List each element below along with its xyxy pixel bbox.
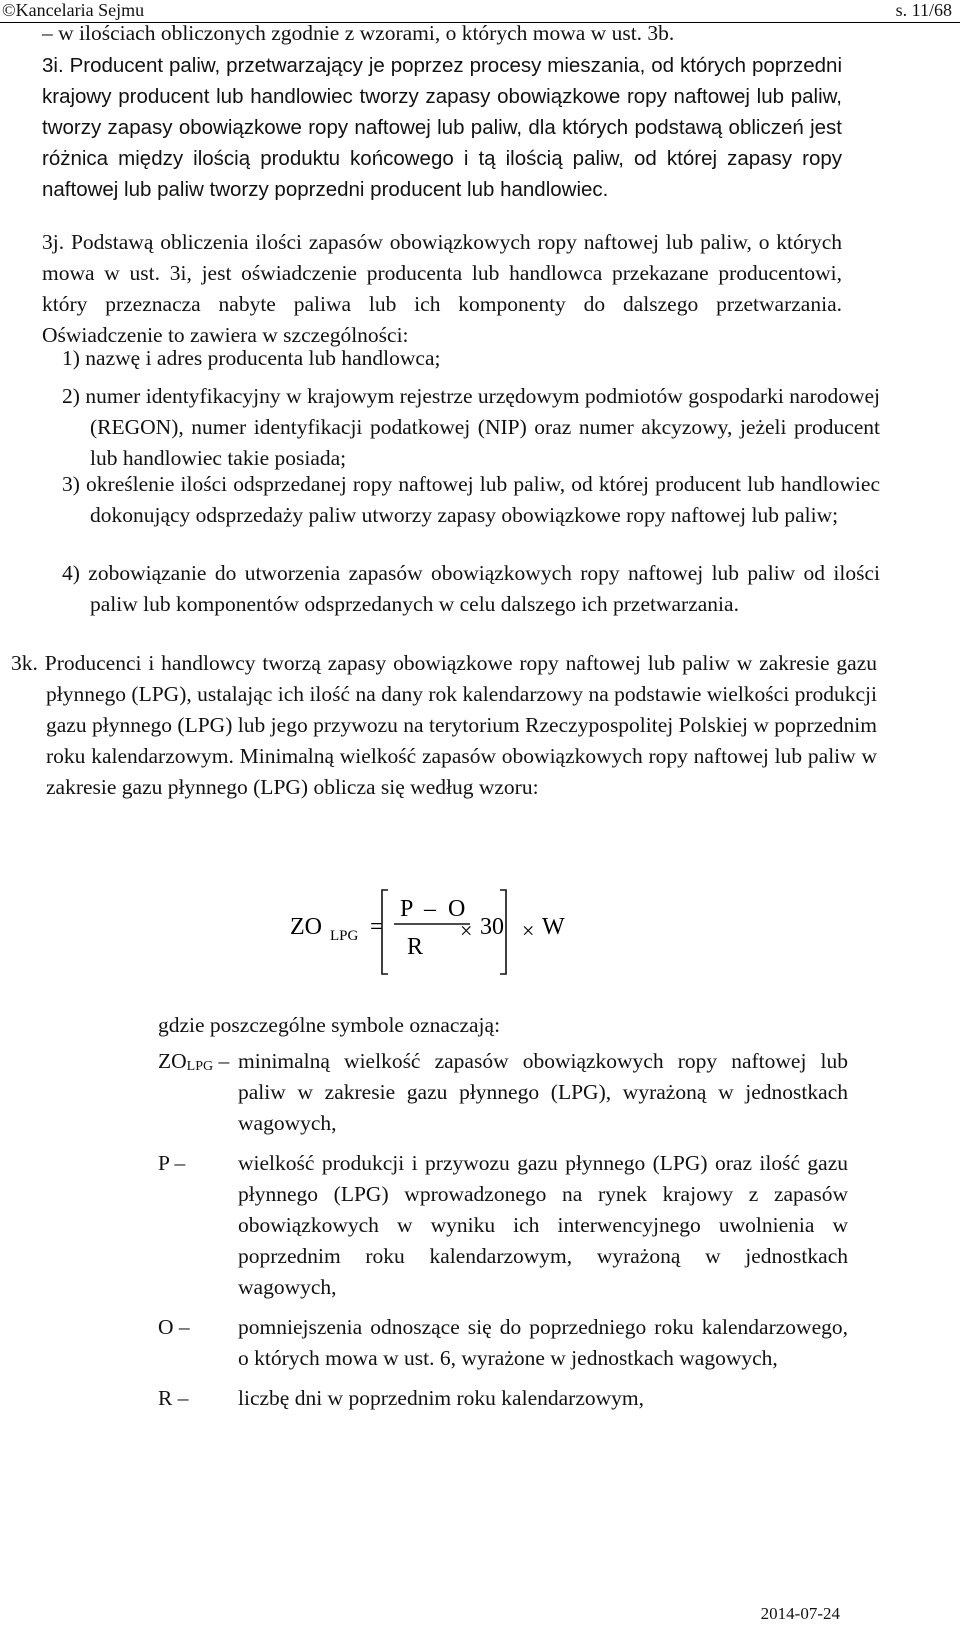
formula-graphic [290,888,710,978]
definition-row [158,1148,848,1303]
list-item: 2) numer identyfikacyjny w krajowym rejestrze urzędowym podmiotów gospodarki narodowej (REGON), numer identyfikacji podatkowej (NIP) oraz numer akcyzowy, jeżeli producent lub handlowiec takie posiada; [62,384,880,470]
def-text: liczbę dni w poprzednim roku kalendarzowym, [238,1386,644,1410]
list-item: 3) określenie ilości odsprzedanej ropy naftowej lub paliw, od której producent lub handlowiec dokonujący odsprzedaży paliw utworzy zapasy obowiązkowe ropy naftowej lub paliw; [62,472,880,527]
formula-times-1: × [460,918,473,943]
page-number: s. 11/68 [895,0,952,20]
def-symbol: R – [158,1386,189,1410]
formula-minus: – [424,896,436,922]
defs-intro: gdzie poszczególne symbole oznaczają: [158,1013,501,1037]
footer-date: 2014-07-24 [760,1604,840,1623]
definition-row [158,1046,848,1139]
def-symbol: O – [158,1315,190,1339]
line-top: – w ilościach obliczonych zgodnie z wzorami, o których mowa w ust. 3b. [42,21,675,45]
paragraph-3k: 3k. Producenci i handlowcy tworzą zapasy obowiązkowe ropy naftowej lub paliw w zakresie gazu płynnego (LPG), ustalając ich ilość na dany rok kalendarzowy na podstawie wielkości produkcji gazu płynnego (LPG) lub jego przywozu na terytorium Rzeczypospolitej Polskiej w poprzednim roku kalendarzowym. Minimalną wielkość zapasów obowiązkowych ropy naftowej lub paliw w zakresie gazu płynnego (LPG) oblicza się według wzoru: [11,651,877,799]
formula [290,888,710,978]
formula-times-2: × [522,918,535,943]
def-text: pomniejszenia odnoszące się do poprzedniego roku kalendarzowego, o których mowa w ust. 6, wyrażone w jednostkach wagowych, [238,1315,848,1370]
formula-equals: = [370,914,384,940]
def-symbol: P – [158,1151,186,1175]
def-symbol: $ZO_{LPG}$ – [158,1049,230,1074]
formula-num-p: P [400,896,414,922]
list-item: 4) zobowiązanie do utworzenia zapasów obowiązkowych ropy naftowej lub paliw od ilości paliw lub komponentów odsprzedanych w celu dalszego ich przetwarzania. [62,561,880,616]
definition-row [158,1383,848,1414]
def-text: minimalną wielkość zapasów obowiązkowych ropy naftowej lub paliw w zakresie gazu płynnego (LPG), wyrażoną w jednostkach wagowych, [238,1049,848,1135]
paragraph-3i: 3i. Producent paliw, przetwarzający je poprzez procesy mieszania, od których poprzedni krajowy producent lub handlowiec tworzy zapasy obowiązkowe ropy naftowej lub paliw, tworzy zapasy obowiązkowe ropy naftowej lub paliw, dla których podstawą obliczeń jest różnica między ilością produktu końcowego i tą ilością paliw, od której zapasy ropy naftowej lub paliw tworzy poprzedni producent lub handlowiec. [42,54,842,201]
definition-row [158,1312,848,1374]
definitions-list [158,1046,848,1423]
formula-const: 30 [480,914,504,940]
paragraph-3j: 3j. Podstawą obliczenia ilości zapasów obowiązkowych ropy naftowej lub paliw, o których mowa w ust. 3i, jest oświadczenie producenta lub handlowca przekazane producentowi, który przeznacza nabyte paliwa lub ich komponenty do dalszego przetwarzania. Oświadczenie to zawiera w szczególności: [42,230,842,347]
header-source: ©Kancelaria Sejmu [2,0,145,20]
formula-lhs: ZO [290,914,322,940]
formula-lhs-sub: LPG [330,928,359,944]
formula-num-o: O [448,896,466,922]
list-item: 1) nazwę i adres producenta lub handlowca; [62,346,441,370]
formula-w: W [542,914,565,940]
formula-den: R [407,934,424,960]
def-text: wielkość produkcji i przywozu gazu płynnego (LPG) oraz ilość gazu płynnego (LPG) wprowadzonego na rynek krajowy z zapasów obowiązkowych w wyniku ich interwencyjnego uwolnienia w poprzednim roku kalendarzowym, wyrażoną w jednostkach wagowych, [238,1151,848,1299]
